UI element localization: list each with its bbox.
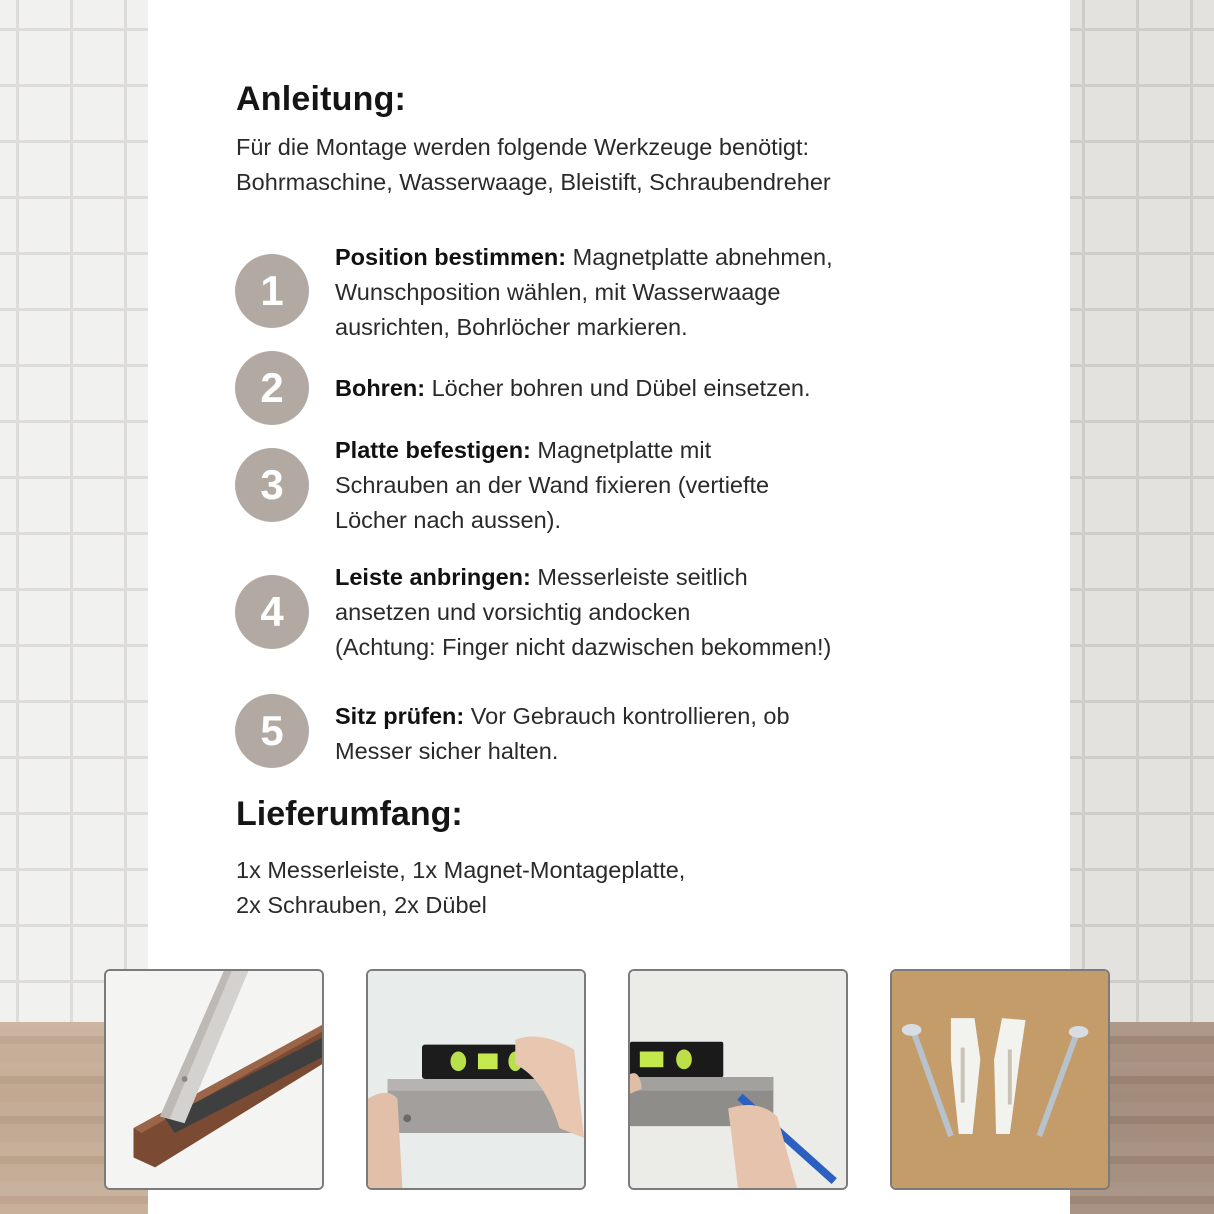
- step-body: Magnetplatte mit: [530, 437, 712, 463]
- step-2-text: [335, 371, 935, 406]
- step-body: Löcher bohren und Dübel einsetzen.: [425, 375, 811, 401]
- brick-wall-left: [0, 0, 148, 1022]
- step-heading: Bohren:: [335, 375, 426, 401]
- step-heading: Position bestimmen:: [335, 244, 567, 270]
- step-number-badge: 2: [235, 351, 309, 425]
- photo-level-on-plate: [366, 969, 586, 1190]
- step-number-badge: 4: [235, 575, 309, 649]
- scope-of-delivery-list: [236, 853, 685, 923]
- pencil-marking-image: [630, 971, 846, 1188]
- step-body: Vor Gebrauch kontrollieren, ob: [464, 703, 790, 729]
- step-heading: Leiste anbringen:: [335, 564, 531, 590]
- step-heading: Sitz prüfen:: [335, 703, 465, 729]
- scope-of-delivery-title: Lieferumfang:: [236, 795, 463, 833]
- level-image: [368, 971, 584, 1188]
- step-1-text: [335, 240, 935, 345]
- scope-line: 2x Schrauben, 2x Dübel: [236, 892, 487, 918]
- knife-rack-image: [106, 971, 322, 1188]
- scope-line: 1x Messerleiste, 1x Magnet-Montageplatte,: [236, 857, 686, 883]
- photo-knife-rack: [104, 969, 324, 1190]
- step-body: (Achtung: Finger nicht dazwischen bekommen!): [335, 634, 832, 660]
- instructions-title: Anleitung:: [236, 80, 407, 118]
- step-body: Löcher nach aussen).: [335, 507, 562, 533]
- step-body: ansetzen und vorsichtig andocken: [335, 599, 691, 625]
- step-body: Schrauben an der Wand fixieren (vertiefte: [335, 472, 770, 498]
- step-body: Messerleiste seitlich: [530, 564, 748, 590]
- step-body: Wunschposition wählen, mit Wasserwaage: [335, 279, 781, 305]
- tools-intro: [236, 130, 831, 200]
- photo-marking-holes: [628, 969, 848, 1190]
- photo-screws-and-plugs: [890, 969, 1110, 1190]
- step-heading: Platte befestigen:: [335, 437, 531, 463]
- screws-plugs-image: [892, 971, 1108, 1188]
- step-body: Magnetplatte abnehmen,: [566, 244, 833, 270]
- step-body: Messer sicher halten.: [335, 738, 559, 764]
- step-body: ausrichten, Bohrlöcher markieren.: [335, 314, 688, 340]
- tools-intro-line: Für die Montage werden folgende Werkzeuge benötigt:: [236, 134, 810, 160]
- step-4-text: [335, 560, 955, 665]
- step-number-badge: 5: [235, 694, 309, 768]
- step-number-badge: 3: [235, 448, 309, 522]
- step-number-badge: 1: [235, 254, 309, 328]
- step-5-text: [335, 699, 935, 769]
- step-3-text: [335, 433, 935, 538]
- brick-wall-right: [1070, 0, 1214, 1022]
- tools-list-line: Bohrmaschine, Wasserwaage, Bleistift, Schraubendreher: [236, 169, 831, 195]
